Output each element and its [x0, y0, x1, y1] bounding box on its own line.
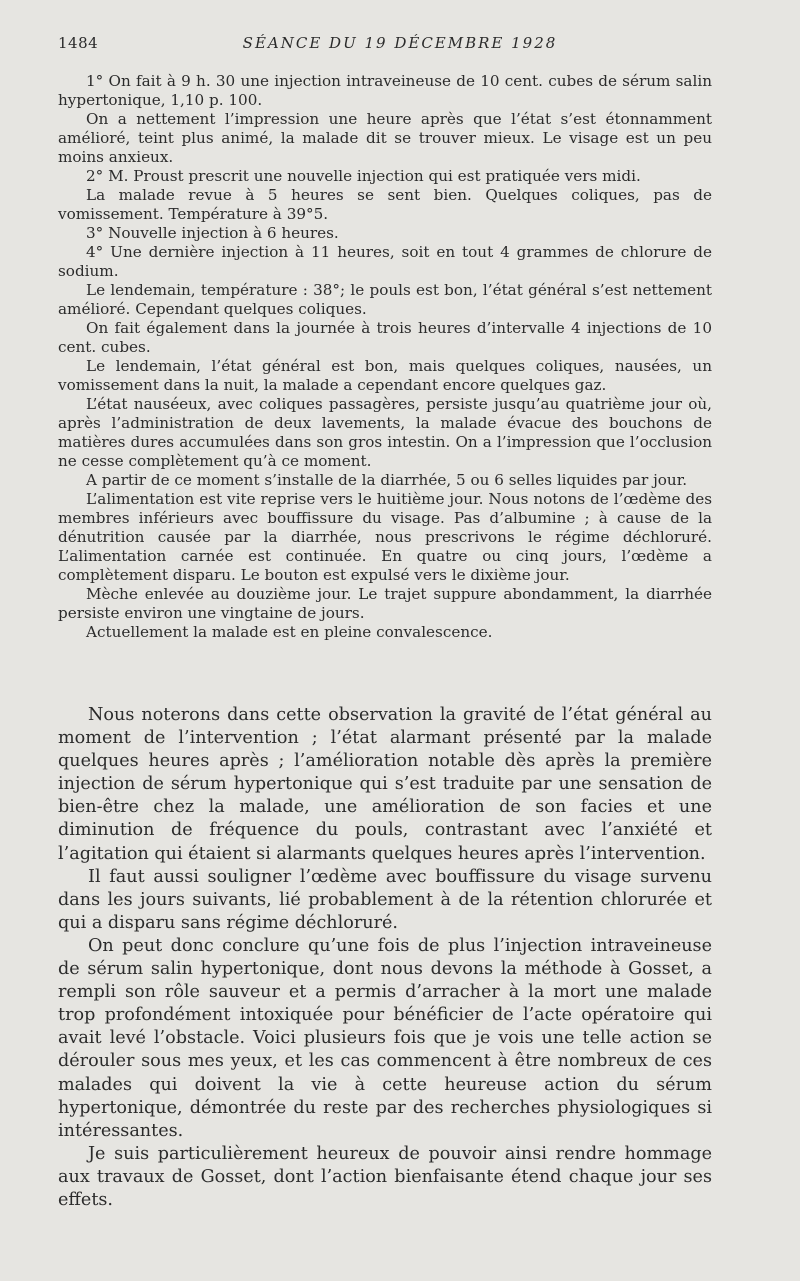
paragraph: Il faut aussi souligner l’œdème avec bouffissure du visage survenu dans les jours suivants, lié probablement à de la rétention chlorurée et qui a disparu sans régime déchloruré. — [58, 866, 712, 933]
paragraph: Je suis particulièrement heureux de pouvoir ainsi rendre hommage aux travaux de Gosset, dont l’action bienfaisante étend chaque jour ses effets. — [58, 1143, 712, 1210]
running-title: SÉANCE DU 19 DÉCEMBRE 1928 — [242, 34, 558, 52]
paragraph: 4° Une dernière injection à 11 heures, soit en tout 4 grammes de chlorure de sodium. — [58, 243, 712, 280]
paragraph: L’état nauséeux, avec coliques passagères, persiste jusqu’au quatrième jour où, après l’administration de deux lavements, la malade évacue des bouchons de matières dures accumulées dans son gros intestin. On a l’impression que l’occlusion ne cesse complètement qu’à ce moment. — [58, 395, 712, 470]
paragraph: La malade revue à 5 heures se sent bien. Quelques coliques, pas de vomissement. Température à 39°5. — [58, 186, 712, 223]
page-number: 1484 — [58, 34, 99, 52]
paragraph: L’alimentation est vite reprise vers le huitième jour. Nous notons de l’œdème des membres inférieurs avec bouffissure du visage. Pas d’albumine ; à cause de la dénutrition causée par la diarrhée, nous prescrivons le régime déchloruré. L’alimentation carnée est continuée. En quatre ou cinq jours, l’œdème a complètement disparu. Le bouton est expulsé vers le dixième jour. — [58, 490, 712, 584]
paragraph: 2° M. Proust prescrit une nouvelle injection qui est pratiquée vers midi. — [86, 167, 641, 185]
paragraph: On peut donc conclure qu’une fois de plus l’injection intraveineuse de sérum salin hypertonique, dont nous devons la méthode à Gosset, a rempli son rôle sauveur et a permis d’arracher à la mort une malade trop profondément intoxiquée pour bénéficier de l’acte opératoire qui avait levé l’obstacle. Voici plusieurs fois que je vois une telle action se dérouler sous mes yeux, et les cas commencent à être nombreux de ces malades qui doivent la vie à cette heureuse action du sérum hypertonique, démontrée du reste par des recherches physiologiques si intéressantes. — [58, 935, 712, 1141]
paragraph: Mèche enlevée au douzième jour. Le trajet suppure abondamment, la diarrhée persiste environ une vingtaine de jours. — [58, 585, 712, 622]
paragraph: 3° Nouvelle injection à 6 heures. — [86, 224, 339, 242]
running-header — [58, 34, 742, 56]
paragraph: Le lendemain, température : 38°; le pouls est bon, l’état général s’est nettement amélioré. Cependant quelques coliques. — [58, 281, 712, 318]
paragraph: On a nettement l’impression une heure après que l’état s’est étonnamment amélioré, teint plus animé, la malade dit se trouver mieux. Le visage est un peu moins anxieux. — [58, 110, 712, 166]
paragraph: 1° On fait à 9 h. 30 une injection intraveineuse de 10 cent. cubes de sérum salin hypertonique, 1,10 p. 100. — [58, 72, 712, 109]
discussion-text — [58, 704, 712, 1212]
paragraph: A partir de ce moment s’installe de la diarrhée, 5 ou 6 selles liquides par jour. — [86, 471, 688, 489]
paragraph: Nous noterons dans cette observation la gravité de l’état général au moment de l’intervention ; l’état alarmant présenté par la malade quelques heures après ; l’amélioration notable dès après la première injection de sérum hypertonique qui s’est traduite par une sensation de bien-être chez la malade, une amélioration de son facies et une diminution de fréquence du pouls, contrastant avec l’anxiété et l’agitation qui étaient si alarmants quelques heures après l’intervention. — [58, 705, 712, 864]
paragraph: On fait également dans la journée à trois heures d’intervalle 4 injections de 10 cent. cubes. — [58, 319, 712, 356]
paragraph: Le lendemain, l’état général est bon, mais quelques coliques, nausées, un vomissement dans la nuit, la malade a cependant encore quelques gaz. — [58, 357, 712, 394]
paragraph: Actuellement la malade est en pleine convalescence. — [86, 623, 493, 641]
observation-text — [58, 72, 712, 642]
